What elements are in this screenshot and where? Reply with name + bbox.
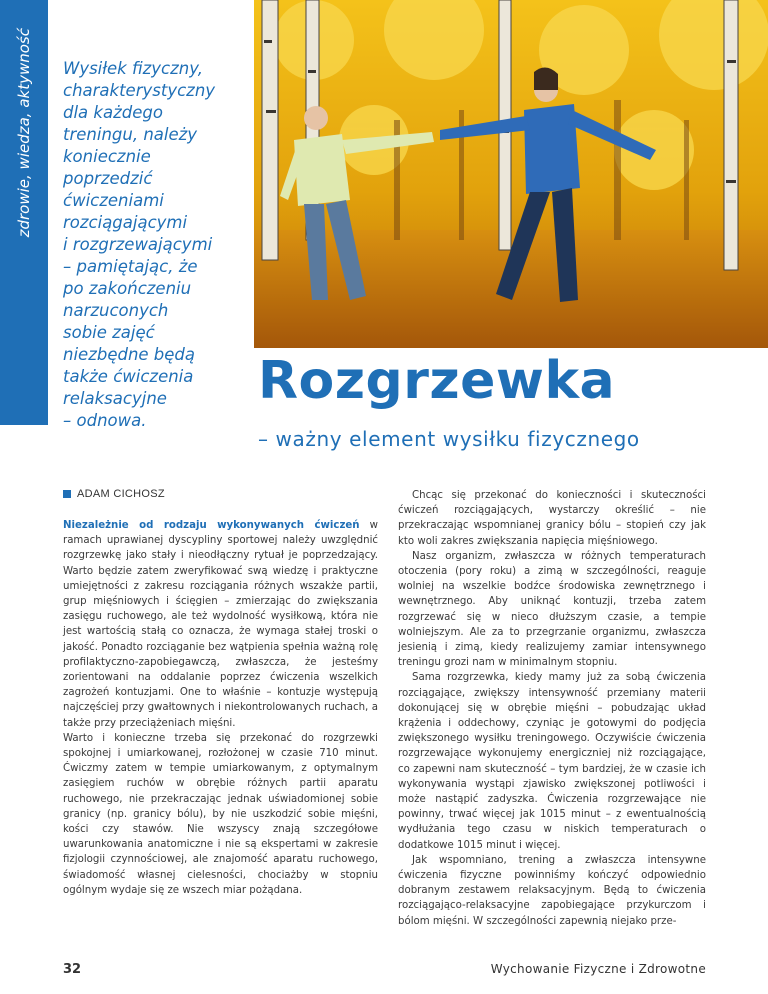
magazine-name: Wychowanie Fizyczne i Zdrowotne [490, 962, 706, 976]
author-line [63, 488, 165, 500]
author-name: ADAM CICHOSZ [77, 488, 165, 500]
paragraph: Nasz organizm, zwłaszcza w różnych temperaturach otoczenia (pory roku) a zimą w szczególności, reaguje wolniej na wszelkie bodźce środowiska zewnętrznego i wewnętrznego. Aby uniknąć kontuzji, trzeba zatem rozgrzewać się w nieco dłuższym czasie, a tempie wolniejszym. Ale za to przegrzanie organizmu, zwłaszcza jesienią i zimą, kiedy realizujemy zamiar intensywnego treningu grozi nam w minimalnym stopniu. [398, 550, 706, 669]
paragraph: Chcąc się przekonać do konieczności i skuteczności ćwiczeń rozciągających, wystarczy określić – nie przekraczając wspomnianej granicy bólu – stopień czy jak kto woli zakres zwiększania napięcia mięśniowego. [398, 490, 706, 547]
article-column-right [398, 488, 706, 929]
paragraph: Jak wspomniano, trening a zwłaszcza intensywne ćwiczenia fizyczne powinniśmy kończyć odpowiednio dobranym zestawem relaksacyjnym. Będą to ćwiczenia rozciągająco-relaksacyjne zapobiegające przykurczom i bólom mięśni. W szczególności zapewnią niejako prze- [398, 854, 706, 927]
page-number: 32 [63, 962, 82, 977]
author-marker [63, 490, 71, 498]
sidebar-band [0, 0, 48, 425]
paragraph: Warto i konieczne trzeba się przekonać do rozgrzewki spokojnej i umiarkowanej, rozłożonej w czasie 710 minut. Ćwiczmy zatem w tempie umiarkowanym, z optymalnym zasięgiem ruchów w obrębie różnych partii aparatu ruchowego, nie przekraczając jednak uświadomionej sobie granicy (np. granicy bólu), by nie uszkodzić sobie mięśni, kości czy stawów. Nie wszyscy znają szczegółowe uwarunkowania anatomiczne i nie są ekspertami w zakresie fizjologii czynnościowej, ale znajomość aparatu ruchowego, świadomość własnej cielesności, chociażby w stopniu ogólnym wydaje się ze wszech miar pożądana. [63, 732, 378, 896]
article-photo [254, 0, 768, 348]
sidebar-label: zdrowie, wiedza, aktywność [15, 28, 33, 238]
article-column-left [63, 518, 378, 898]
paragraph-text: w ramach uprawianej dyscypliny sportowej należy uwzględnić rozgrzewkę jako stały i nieodłączny rytuał je poprzedzający. Warto będzie zatem zweryfikować swą wiedzę i praktyczne umiejętności z zakresu rozciągania różnych wszakże partii, grup mięśniowych i ścięgien – zmierzając do zwiększania zasięgu ruchowego, ale też wydolność wysiłkową, która nie jest wartością stałą co oznacza, że wymaga stałej troski o jakość. Ponadto rozciąganie bez wątpienia spełnia ważną rolę profilaktyczno-zapobiegawczą, zwłaszcza, że jesteśmy zorientowani na oddalanie poprzez ćwiczenia wszelkich zagrożeń kontuzjami. One to właśnie – kontuzje występują najczęściej przy gwałtownych i niekontrolowanych ruchach, a także przy przeciążeniach mięśni. [63, 520, 378, 729]
paragraph: Sama rozgrzewka, kiedy mamy już za sobą ćwiczenia rozciągające, zwiększy intensywność przemiany materii dokonującej się w obrębie mięśni – pobudzając układ krążenia i oddechowy, czyniąc je gotowymi do podjęcia zwiększonego wysiłku treningowego. Oczywiście ćwiczenia rozgrzewające wykonujemy energiczniej niż rozciągające, co zapewni nam skuteczność – tym bardziej, że w czasie ich wykonywania wystąpi zjawisko zwiększonej potliwości i może nastąpić zadyszka. Ćwiczenia rozgrzewające nie powinny, trwać więcej jak 1015 minut – z ewentualnością wydłużania tego czasu w niskich temperaturach o dodatkowe 1015 minut i więcej. [398, 672, 706, 851]
article-subtitle: – ważny element wysiłku fizycznego [258, 427, 640, 451]
paragraph [63, 518, 378, 731]
lead-text: Wysiłek fizyczny, charakterystyczny dla każdego treningu, należy koniecznie poprzedzić ćwiczeniami rozciągającymi i rozgrzewającymi – pamiętając, że po zakończeniu narzuconych sobie zajęć niezbędne będą także ćwiczenia relaksacyjne – odnowa. [63, 59, 216, 430]
paragraph-lead: Niezależnie od rodzaju wykonywanych ćwiczeń [63, 520, 360, 531]
article-title: Rozgrzewka [258, 351, 616, 411]
